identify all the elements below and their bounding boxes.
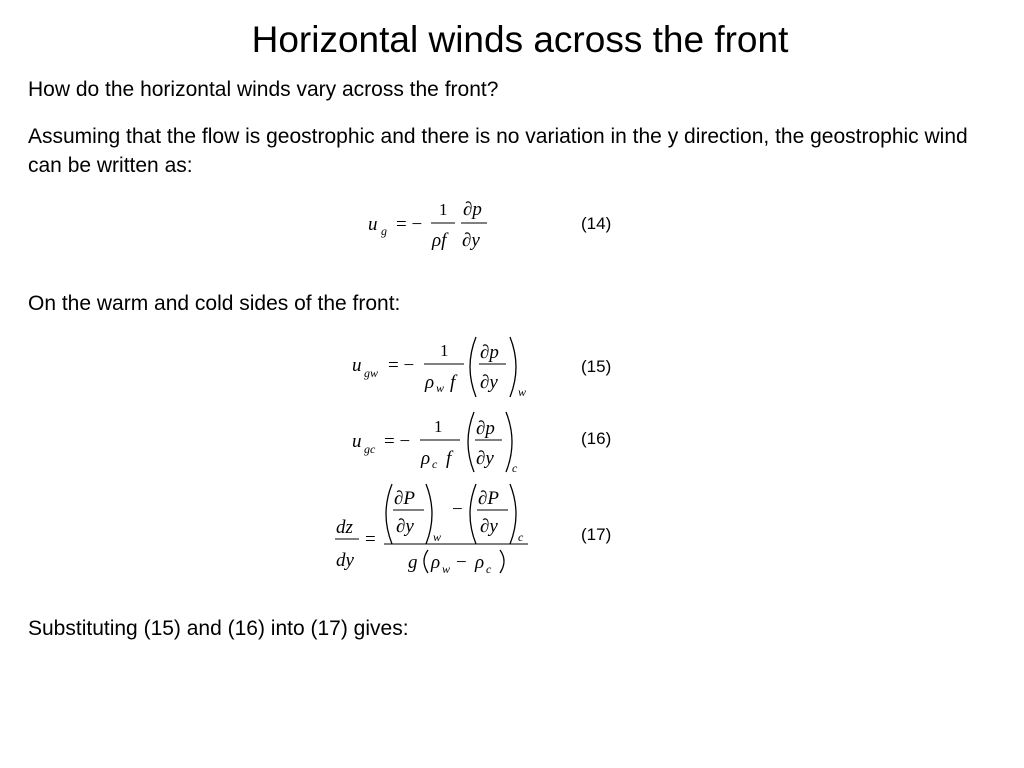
equation-17-number: (17)	[581, 525, 612, 544]
eq17-denominator-left-paren	[424, 550, 428, 573]
eq15-rho-sub: w	[436, 381, 445, 395]
eq14-dp: ∂p	[463, 199, 482, 220]
eq17-rho-w-sub: w	[442, 562, 451, 576]
eq17-minus: −	[452, 499, 463, 520]
eq17-rho-c: ρ	[475, 552, 485, 573]
eq16-lhs-sub: gc	[364, 442, 376, 456]
eq16-equals-minus: = −	[384, 431, 411, 452]
eq14-equals-minus: = −	[396, 214, 423, 235]
eq17-rho-c-sub: c	[486, 562, 492, 576]
assumption-text: Assuming that the flow is geostrophic and there is no variation in the y direction, the geostrophic wind can be written as:	[28, 125, 968, 177]
equation-16-number: (16)	[581, 429, 612, 448]
eq14-lhs-sub: g	[381, 224, 387, 238]
eq17-right-paren-1	[426, 484, 432, 544]
slide-title: Horizontal winds across the front	[251, 19, 789, 60]
equation-17	[330, 478, 540, 578]
eq15-lhs-var: u	[352, 355, 362, 376]
equation-14	[360, 196, 500, 258]
eq15-f: f	[450, 372, 456, 393]
eq17-dy-left: dy	[336, 550, 354, 571]
eq17-dP-1: ∂P	[394, 488, 415, 509]
eq17-dP-2: ∂P	[478, 488, 499, 509]
eq16-rho-sub: c	[432, 457, 438, 471]
equation-16	[340, 406, 540, 476]
eq15-numerator-one: 1	[440, 341, 449, 360]
eq16-paren-sub: c	[512, 461, 518, 475]
eq15-dp: ∂p	[480, 342, 499, 363]
eq17-denominator-minus: −	[456, 552, 467, 573]
eq17-dz: dz	[336, 517, 353, 538]
eq14-numerator-one: 1	[439, 200, 448, 219]
eq14-lhs-var: u	[368, 214, 378, 235]
eq17-equals: =	[365, 529, 376, 550]
eq16-numerator-one: 1	[434, 417, 443, 436]
eq17-rho-w: ρ	[431, 552, 441, 573]
eq17-right-paren-2	[510, 484, 516, 544]
eq17-dy-2: ∂y	[480, 516, 498, 537]
eq16-left-paren	[468, 412, 474, 472]
eq17-sub-c: c	[518, 530, 524, 544]
eq14-dy: ∂y	[462, 230, 480, 251]
eq15-right-paren	[510, 337, 516, 397]
eq17-left-paren-2	[470, 484, 476, 544]
substitution-text: Substituting (15) and (16) into (17) gives:	[28, 617, 409, 640]
eq14-rho-f: ρf	[432, 230, 447, 251]
question-text: How do the horizontal winds vary across the front?	[28, 78, 499, 101]
eq15-lhs-sub: gw	[364, 366, 379, 380]
eq16-dp: ∂p	[476, 418, 495, 439]
eq15-dy: ∂y	[480, 372, 498, 393]
eq15-equals-minus: = −	[388, 355, 415, 376]
eq16-dy: ∂y	[476, 448, 494, 469]
sides-heading: On the warm and cold sides of the front:	[28, 292, 401, 315]
eq16-rho: ρ	[421, 448, 431, 469]
eq15-rho: ρ	[425, 372, 435, 393]
eq16-f: f	[446, 448, 452, 469]
eq17-g: g	[408, 552, 418, 573]
equation-14-number: (14)	[581, 214, 612, 233]
eq15-left-paren	[470, 337, 476, 397]
eq15-paren-sub: w	[518, 385, 527, 399]
equation-15-number: (15)	[581, 357, 612, 376]
eq16-lhs-var: u	[352, 431, 362, 452]
eq17-dy-1: ∂y	[396, 516, 414, 537]
eq17-denominator-right-paren	[500, 550, 504, 573]
eq17-left-paren-1	[386, 484, 392, 544]
eq17-sub-w: w	[433, 530, 442, 544]
equation-15	[340, 332, 540, 402]
